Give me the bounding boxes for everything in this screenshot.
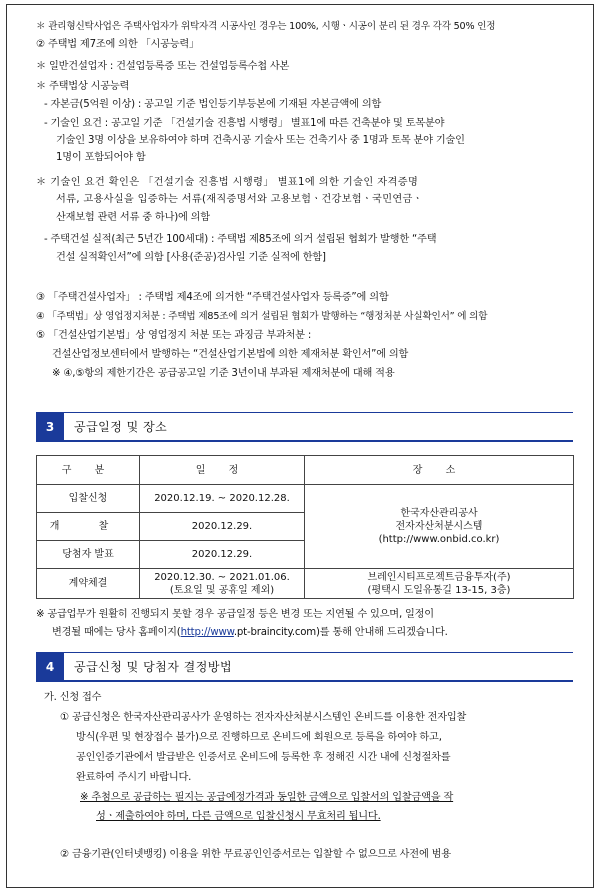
- note-text: .pt-braincity.com)를 통해 안내해 드리겠습니다.: [233, 627, 448, 638]
- contract-date-line: (토요일 및 공휴일 제외): [169, 584, 275, 596]
- header-place: 장 소: [305, 456, 574, 485]
- engineer-requirement-line2: 기술인 3명 이상을 보유하여야 하며 건축시공 기술사 또는 건축기사 중 1명과 토목 분야 기술인: [56, 135, 465, 146]
- contract-date-cell: [140, 569, 305, 599]
- certificate-note: ② 금융기관(인터넷뱅킹) 이용을 위한 무료공인인증서로는 입찰할 수 없으므로 사전에 범용: [60, 849, 451, 860]
- engineer-verification-line2: 서류, 고용사실을 입증하는 서류(재직증명서와 고용보험ㆍ건강보험ㆍ국민연금ㆍ: [56, 194, 423, 205]
- engineer-requirement: - 기술인 요건 : 공고일 기준 「건설기술 진흥법 시행령」 별표1에 따른 건축분야 및 토목분야: [44, 118, 445, 129]
- place-line: (http://www.onbid.co.kr): [378, 534, 500, 545]
- section-4-number: 4: [36, 652, 64, 682]
- contract-place-line: (평택시 도일유통길 13-15, 3층): [367, 584, 511, 596]
- place-line: 전자자산처분시스템: [395, 521, 483, 532]
- table-header-row: [37, 456, 574, 485]
- section-4-bottom-rule: [64, 680, 573, 682]
- housing-construction-record: - 주택건설 실적(최근 5년간 100세대) : 주택법 제85조에 의거 설립된 협회가 발행한 “주택: [44, 234, 437, 245]
- table-row: [37, 485, 574, 513]
- subheading-application: 가. 신청 접수: [44, 692, 102, 703]
- header-schedule: 일 정: [140, 456, 305, 485]
- section-3-title: 공급일정 및 장소: [74, 420, 168, 434]
- general-contractor-note: ＊ 일반건설업자 : 건설업등록증 또는 건설업등록수첩 사본: [36, 61, 290, 72]
- contract-place-cell: [305, 569, 574, 599]
- section-3-header: [36, 412, 573, 442]
- engineer-requirement-line3: 1명이 포함되어야 함: [56, 152, 146, 163]
- housing-construction-record-line2: 건설 실적확인서”에 의함 [사용(준공)검사일 기준 실적에 한함]: [56, 252, 326, 263]
- schedule-change-note: ※ 공급업무가 원활히 진행되지 못할 경우 공급일정 등은 변경 또는 지연될 수 있으며, 일정이: [36, 609, 434, 620]
- lottery-warning: ※ 추첨으로 공급하는 필지는 공급예정가격과 동일한 금액으로 입찰서의 입찰금액을 작: [80, 792, 454, 803]
- row-label: 당첨자 발표: [37, 541, 140, 569]
- item-3-housing-builder: ③ 「주택건설사업자」 : 주택법 제4조에 의거한 “주택건설사업자 등록증”에 의함: [36, 292, 389, 303]
- row-label: 계약체결: [37, 569, 140, 599]
- homepage-link[interactable]: http://www: [180, 627, 234, 638]
- schedule-table: [36, 455, 574, 599]
- item-2-construction-capacity: ② 주택법 제7조에 의한 「시공능력」: [36, 39, 200, 50]
- item-4-business-suspension: ④ 「주택법」상 영업정지처분 : 주택법 제85조에 의거 설립된 협회가 발행하는 “행정처분 사실확인서” 에 의함: [36, 311, 488, 322]
- note-trust-business: ＊ 관리형신탁사업은 주택사업자가 위탁자격 시공사인 경우는 100%, 시행ㆍ시공이 분리 된 경우 각각 50% 인정: [36, 21, 496, 32]
- row-label: 입찰신청: [37, 485, 140, 513]
- housing-act-capacity-note: ＊ 주택법상 시공능력: [36, 81, 130, 92]
- application-line: 완료하여 주시기 바랍니다.: [76, 772, 192, 783]
- row-date: 2020.12.29.: [140, 513, 305, 541]
- header-category: 구 분: [37, 456, 140, 485]
- row-label: 개 찰: [37, 513, 140, 541]
- construction-info-center-note: 건설산업정보센터에서 발행하는 “건설산업기본법에 의한 제재처분 확인서”에 의함: [52, 349, 409, 360]
- onbid-place-cell: [305, 485, 574, 569]
- section-3-bottom-rule: [64, 440, 573, 442]
- contract-date-line: 2020.12.30. ~ 2021.01.06.: [154, 571, 290, 583]
- engineer-verification-note: ＊ 기술인 요건 확인은 「건설기술 진흥법 시행령」 별표1에 의한 기술인 자격증명: [36, 177, 419, 188]
- engineer-verification-line3: 산재보험 관련 서류 중 하나)에 의함: [56, 212, 210, 223]
- lottery-warning-line2: 성ㆍ제출하여야 하며, 다른 금액으로 입찰신청시 무효처리 됩니다.: [96, 811, 381, 822]
- section-3-number: 3: [36, 412, 64, 442]
- schedule-change-note-line2: [52, 626, 448, 640]
- application-line: 공인인증기관에서 발급받은 인증서로 온비드에 등록한 후 정해진 시간 내에 신청절차를: [76, 752, 451, 763]
- item-5-construction-act: ⑤ 「건설산업기본법」상 영업정지 처분 또는 과징금 부과처분 :: [36, 330, 312, 341]
- restriction-period-note: ※ ④,⑤항의 제한기간은 공급공고일 기준 3년이내 부과된 제재처분에 대해 적용: [52, 368, 395, 379]
- application-line: 방식(우편 및 현장접수 불가)으로 진행하므로 온비드에 회원으로 등록을 하여야 하고,: [76, 732, 442, 743]
- place-line: 한국자산관리공사: [400, 508, 478, 519]
- note-text: 변경될 때에는 당사 홈페이지(: [52, 627, 181, 638]
- section-4-header: [36, 652, 573, 682]
- application-line: ① 공급신청은 한국자산관리공사가 운영하는 전자자산처분시스템인 온비드를 이용한 전자입찰: [60, 712, 467, 723]
- contract-place-line: 브레인시티프로젝트금융투자(주): [367, 571, 511, 583]
- section-4-title: 공급신청 및 당첨자 결정방법: [74, 660, 233, 674]
- table-row: [37, 569, 574, 599]
- capital-requirement: - 자본금(5억원 이상) : 공고일 기준 법인등기부등본에 기재된 자본금액에 의함: [44, 99, 382, 110]
- row-date: 2020.12.29.: [140, 541, 305, 569]
- row-date: 2020.12.19. ~ 2020.12.28.: [140, 485, 305, 513]
